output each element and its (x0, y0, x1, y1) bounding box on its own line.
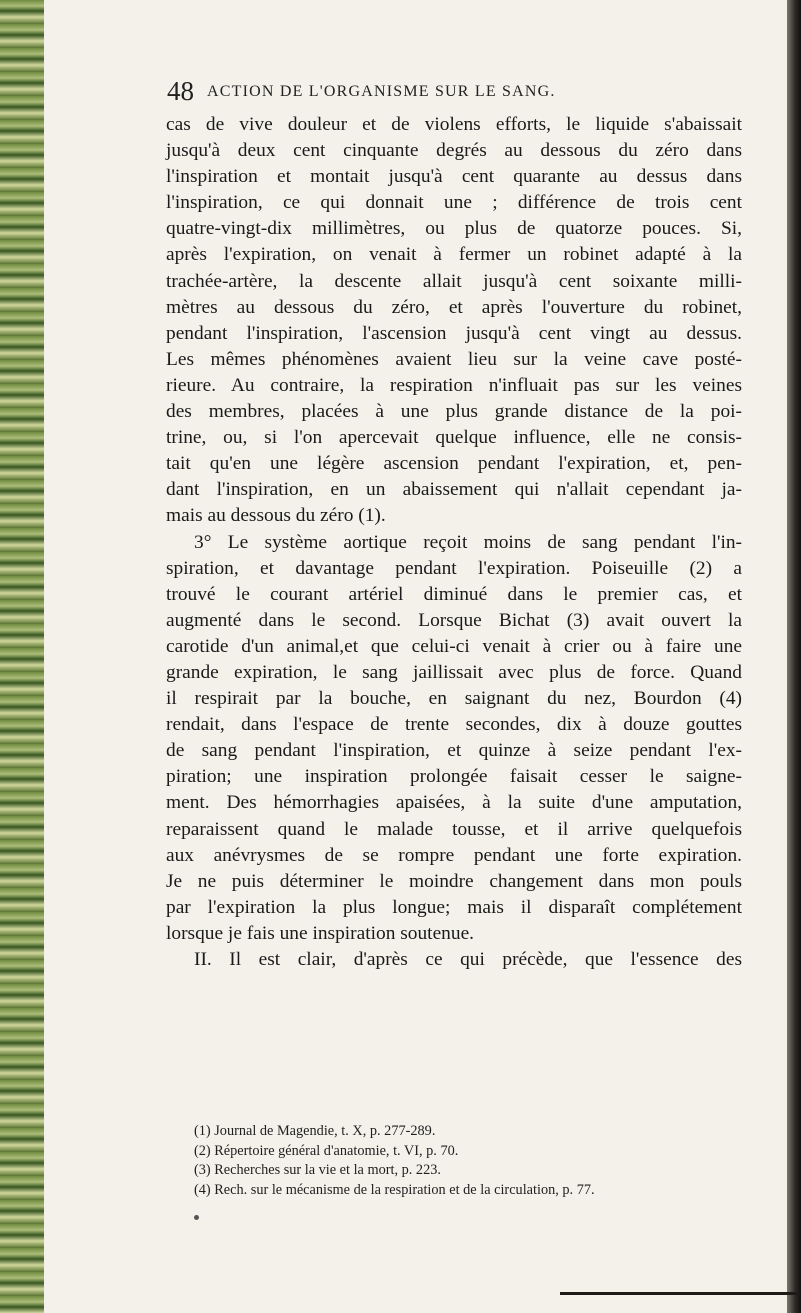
page-header (167, 76, 727, 110)
text-line: Je ne puis déterminer le moindre changement dans mon pouls (166, 870, 742, 892)
running-head: ACTION DE L'ORGANISME SUR LE SANG. (207, 83, 556, 100)
text-line: 3° Le système aortique reçoit moins de sang pendant l'in- (194, 531, 742, 553)
text-line: rendait, dans l'espace de trente secondes, dix à douze gouttes (166, 714, 742, 736)
text-line: l'inspiration et montait jusqu'à cent quarante au dessus dans (166, 166, 742, 188)
book-binding-edge (0, 0, 44, 1313)
text-line: par l'expiration la plus longue; mais il disparaît complétement (166, 896, 742, 918)
footnote: (2) Répertoire général d'anatomie, t. VI, p. 70. (194, 1142, 459, 1159)
text-line: aux anévrysmes de se rompre pendant une forte expiration. (166, 844, 742, 866)
text-line: lorsque je fais une inspiration soutenue. (166, 922, 475, 944)
footnote: (1) Journal de Magendie, t. X, p. 277-289. (194, 1123, 436, 1139)
text-line: après l'expiration, on venait à fermer un robinet adapté à la (166, 244, 742, 266)
text-line: cas de vive douleur et de violens efforts, le liquide s'abaissait (166, 114, 742, 135)
text-line: Les mêmes phénomènes avaient lieu sur la veine cave posté- (166, 348, 742, 370)
page-edge-shadow (787, 0, 801, 1313)
text-line: trouvé le courant artériel diminué dans le premier cas, et (166, 583, 742, 605)
page-bottom-edge (560, 1292, 800, 1295)
text-line: tait qu'en une légère ascension pendant l'expiration, et, pen- (166, 453, 742, 475)
text-line: rieure. Au contraire, la respiration n'influait pas sur les veines (166, 374, 742, 396)
text-line: pendant l'inspiration, l'ascension jusqu'à cent vingt au dessus. (166, 322, 742, 344)
text-line: ment. Des hémorrhagies apaisées, à la suite d'une amputation, (166, 792, 742, 814)
text-line: grande expiration, le sang jaillissait avec plus de force. Quand (166, 661, 742, 683)
text-line: l'inspiration, ce qui donnait une ; différence de trois cent (166, 192, 742, 214)
text-line: trine, ou, si l'on apercevait quelque influence, elle ne consis- (166, 427, 742, 449)
text-line: de sang pendant l'inspiration, et quinze à seize pendant l'ex- (166, 740, 742, 762)
text-line: piration; une inspiration prolongée faisait cesser le saigne- (166, 766, 742, 788)
footnote: (3) Recherches sur la vie et la mort, p. 223. (194, 1162, 441, 1179)
footnotes (194, 1122, 754, 1200)
text-line: quatre-vingt-dix millimètres, ou plus de quatorze pouces. Si, (166, 218, 742, 240)
text-line: reparaissent quand le malade tousse, et il arrive quelquefois (166, 818, 742, 840)
text-line: mètres au dessous du zéro, et après l'ouverture du robinet, (166, 296, 742, 318)
text-line: trachée-artère, la descente allait jusqu'à cent soixante milli- (166, 270, 742, 292)
text-line: il respirait par la bouche, en saignant du nez, Bourdon (4) (166, 688, 742, 710)
text-line: jusqu'à deux cent cinquante degrés au dessous du zéro dans (166, 140, 742, 162)
text-line: augmenté dans le second. Lorsque Bichat (3) avait ouvert la (166, 609, 742, 631)
text-line: II. Il est clair, d'après ce qui précède, que l'essence des (194, 949, 742, 970)
footnote: (4) Rech. sur le mécanisme de la respiration et de la circulation, p. 77. (194, 1181, 595, 1198)
text-line: spiration, et davantage pendant l'expiration. Poiseuille (2) a (166, 557, 742, 579)
text-line: dant l'inspiration, en un abaissement qui n'allait cependant ja- (166, 479, 742, 501)
ink-speck (194, 1215, 199, 1220)
page-number: 48 (167, 76, 194, 106)
text-line: des membres, placées à une plus grande distance de la poi- (166, 401, 742, 423)
text-line: carotide d'un animal,et que celui-ci venait à crier ou à faire une (166, 635, 742, 657)
body-text (166, 112, 742, 973)
text-line: mais au dessous du zéro (1). (166, 505, 386, 527)
